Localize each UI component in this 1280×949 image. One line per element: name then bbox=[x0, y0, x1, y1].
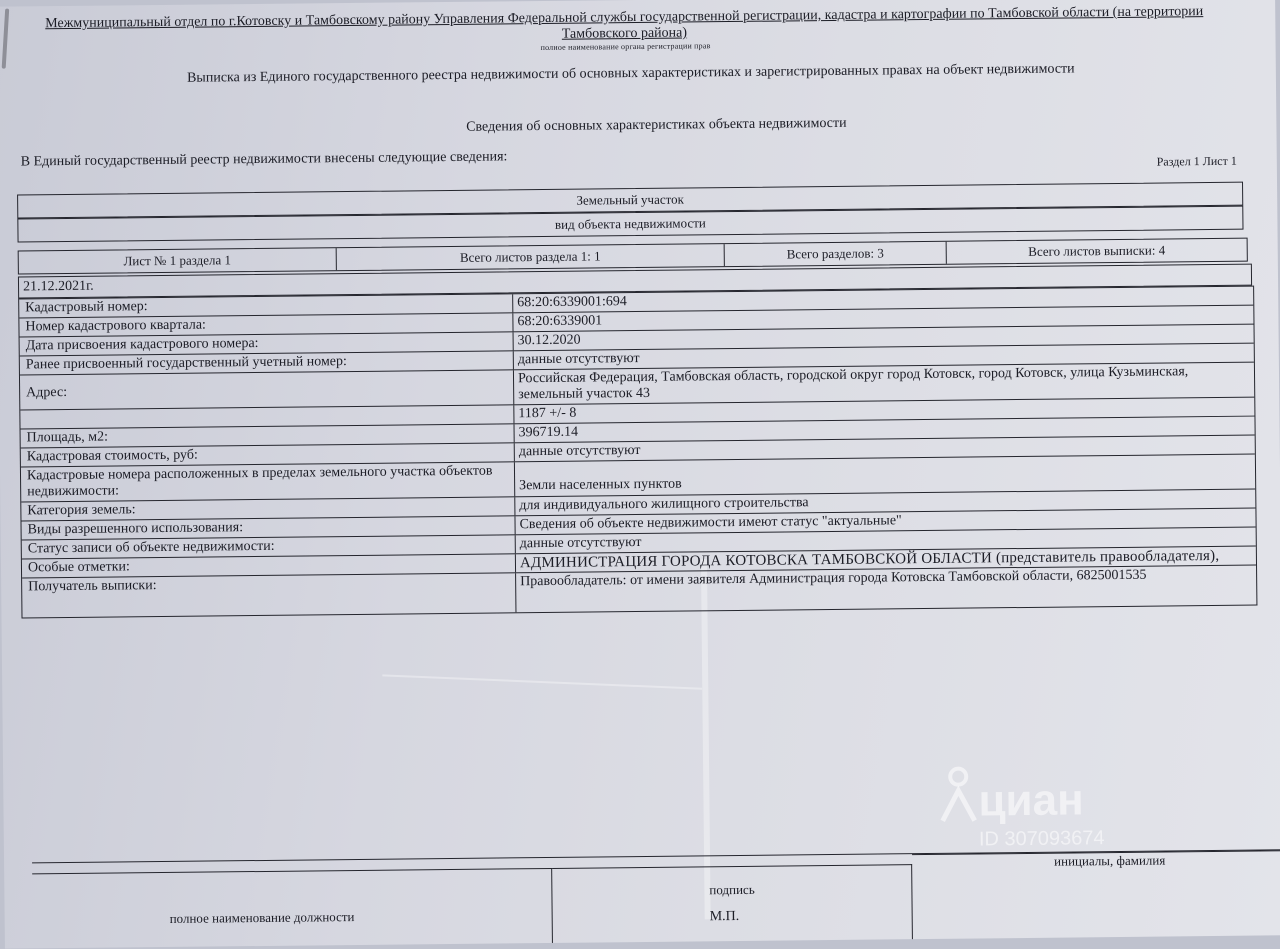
position-caption: полное наименование должности bbox=[169, 909, 355, 926]
row-value: данные отсутствуют bbox=[518, 442, 641, 460]
row-label: Виды разрешенного использования: bbox=[21, 516, 515, 539]
document-subtitle: Сведения об основных характеристиках объекта недвижимости bbox=[466, 115, 847, 135]
stamp-caption: М.П. bbox=[709, 908, 740, 925]
total-sheets: Всего листов выписки: 4 bbox=[1028, 242, 1166, 259]
characteristics-table bbox=[18, 286, 1257, 619]
row-value: 30.12.2020 bbox=[517, 332, 581, 349]
row-label: Особые отметки: bbox=[22, 554, 516, 577]
name-caption: инициалы, фамилия bbox=[1054, 852, 1166, 869]
watermark-id: ID 307093674 bbox=[978, 827, 1105, 851]
row-value: Правообладатель: от имени заявителя Администрация города Котовска Тамбовской области, 6825001535 bbox=[520, 567, 1147, 590]
office-caption: полное наименование органа регистрации прав bbox=[540, 41, 711, 53]
row-value: Сведения об объекте недвижимости имеют статус "актуальные" bbox=[519, 513, 902, 533]
row-value: 396719.14 bbox=[518, 424, 579, 441]
sheet-number: Лист № 1 раздела 1 bbox=[19, 248, 337, 273]
watermark-brand: циан bbox=[978, 775, 1084, 826]
row-value: Земли населенных пунктов bbox=[519, 476, 682, 494]
total-sections: Всего разделов: 3 bbox=[725, 242, 947, 266]
row-value: АДМИНИСТРАЦИЯ ГОРОДА КОТОВСКА ТАМБОВСКОЙ ОБЛАСТИ (представитель правообладателя), bbox=[519, 547, 1220, 572]
paper-fold bbox=[382, 674, 702, 689]
row-value: 68:20:6339001 bbox=[517, 313, 603, 330]
row-label: Ранее присвоенный государственный учетный номер: bbox=[20, 351, 514, 374]
row-label: Кадастровые номера расположенных в пределах земельного участка объектов недвижимости: bbox=[21, 462, 515, 501]
total-sheets-section: Всего листов раздела 1: 1 bbox=[337, 244, 725, 270]
row-label: Получатель выписки: bbox=[22, 573, 516, 617]
row-value: для индивидуального жилищного строительства bbox=[519, 495, 809, 514]
location-pin-icon bbox=[938, 764, 979, 824]
intro-text: В Единый государственный реестр недвижимости внесены следующие сведения: bbox=[20, 149, 508, 170]
row-label: Кадастровая стоимость, руб: bbox=[21, 443, 515, 466]
row-label: Кадастровый номер: bbox=[19, 294, 513, 317]
row-value: Российская Федерация, Тамбовская область, городской округ город Котовск, город Котовск, улица Кузьминская, земельный участок 43 bbox=[517, 364, 1189, 403]
document-title: Выписка из Единого государственного реестра недвижимости об основных характеристиках и зарегистрированных правах на объект недвижимости bbox=[186, 61, 1075, 86]
row-label: Адрес: bbox=[20, 370, 514, 409]
object-type: Земельный участок bbox=[17, 182, 1243, 219]
position-cell bbox=[32, 868, 553, 949]
extract-date: 21.12.2021г. bbox=[18, 264, 1252, 299]
section-reference: Раздел 1 Лист 1 bbox=[1156, 153, 1237, 169]
pen-mark bbox=[2, 9, 10, 69]
row-label: Площадь, м2: bbox=[21, 424, 515, 447]
row-value: 1187 +/- 8 bbox=[518, 405, 577, 422]
signature-cell bbox=[552, 864, 913, 944]
signature-caption: подпись bbox=[709, 881, 755, 898]
row-label: Категория земель: bbox=[21, 497, 515, 520]
registration-office: Межмуниципальный отдел по г.Котовску и Тамбовскому району Управления Федеральной службы государственной регистрации, кадастра и картографии по Тамбовской области (на территории Тамбовского района) bbox=[45, 4, 1204, 42]
watermark bbox=[938, 757, 1159, 849]
row-label: Номер кадастрового квартала: bbox=[19, 313, 513, 336]
row-value: данные отсутствуют bbox=[519, 534, 642, 552]
object-type-caption: вид объекта недвижимости bbox=[17, 206, 1243, 243]
row-label: Дата присвоения кадастрового номера: bbox=[20, 332, 514, 355]
row-label: Статус записи об объекте недвижимости: bbox=[22, 535, 516, 558]
row-value: данные отсутствуют bbox=[517, 350, 640, 368]
row-value: 68:20:6339001:694 bbox=[517, 294, 627, 311]
